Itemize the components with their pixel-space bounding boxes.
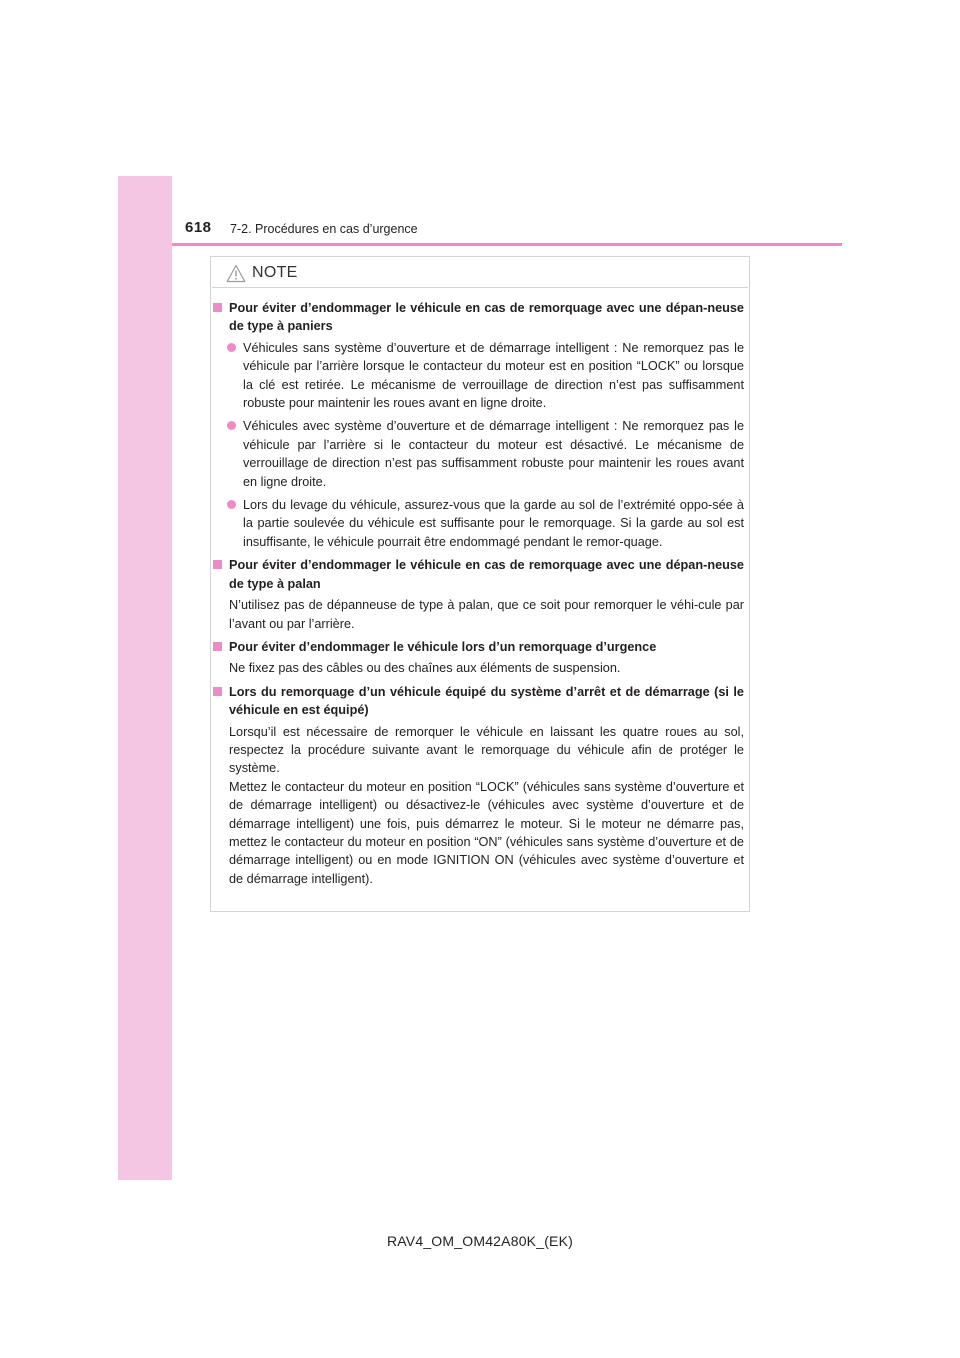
section-heading [213,299,744,336]
square-bullet-icon [213,303,222,312]
note-label: NOTE [252,264,298,281]
round-bullet-icon [227,421,236,430]
section-body: Ne fixez pas des câbles ou des chaînes aux éléments de suspension. [229,661,621,676]
header-rule [172,243,842,246]
note-divider [212,287,748,288]
page-number: 618 [185,219,212,236]
square-bullet-icon [213,560,222,569]
footer-code: RAV4_OM_OM42A80K_(EK) [386,1233,573,1249]
section-heading [213,638,744,656]
heading-text: Pour éviter d’endommager le véhicule en cas de remorquage avec une dépan-neuse de type à palan [229,558,744,591]
heading-text: Pour éviter d’endommager le véhicule lors d’un remorquage d’urgence [229,639,657,654]
round-bullet-icon [227,500,236,509]
note-content [213,299,744,893]
list-item-text: Lors du levage du véhicule, assurez-vous que la garde au sol de l’extrémité oppo-sée à la partie soulevée du véhicule est suffisante pour le remorquage. Si la garde au sol est insuffisante, le véhicule pourrait être endommagé pendant le remor-quage. [243,498,744,549]
list-item-text: Véhicules sans système d’ouverture et de démarrage intelligent : Ne remorquez pas le véhicule par l’arrière lorsque le contacteur du moteur est en position “LOCK” ou lorsque la clé est retirée. Le mécanisme de verrouillage de direction n’est pas suffisamment robuste pour maintenir les roues avant en ligne droite. [243,340,744,411]
section-body-continued: Mettez le contacteur du moteur en position “LOCK” (véhicules sans système d’ouverture et de démarrage intelligent) ou désactivez-le (véhicules avec système d’ouverture et de démarrage intelligent) une fois, puis démarrez le moteur. Si le moteur ne démarre pas, mettez le contacteur du moteur en position “ON” (véhicules sans système d’ouverture et de démarrage intelligent) ou en mode IGNITION ON (véhicules avec système d’ouverture et de démarrage intelligent). [229,779,744,886]
heading-text: Pour éviter d’endommager le véhicule en cas de remorquage avec une dépan-neuse de type à paniers [229,301,744,334]
square-bullet-icon [213,642,222,651]
heading-text: Lors du remorquage d’un véhicule équipé du système d’arrêt et de démarrage (si le véhicule en est équipé) [229,684,744,718]
round-bullet-icon [227,343,236,352]
list-item [213,417,744,491]
note-header [226,259,298,287]
list-item-text: Véhicules avec système d’ouverture et de démarrage intelligent : Ne remorquez pas le véhicule par l’arrière si le contacteur du moteur est désactivé. Le mécanisme de verrouillage de direction n’est pas suffisamment robuste pour maintenir les roues avant en ligne droite. [243,419,744,489]
list-item [213,496,744,551]
section-title: 7-2. Procédures en cas d’urgence [230,222,418,236]
section-body: Lorsqu’il est nécessaire de remorquer le véhicule en laissant les quatre roues au sol, respectez la procédure suivante avant le remorquage du véhicule afin de protéger le système. [229,724,744,776]
square-bullet-icon [213,687,222,696]
chapter-tab-band [118,176,172,1180]
section-body: N’utilisez pas de dépanneuse de type à palan, que ce soit pour remorquer le véhi-cule par l’avant ou par l’arrière. [229,598,744,631]
section-heading [213,556,744,593]
list-item [213,339,744,413]
section-heading [213,683,744,720]
warning-triangle-icon [226,264,246,283]
